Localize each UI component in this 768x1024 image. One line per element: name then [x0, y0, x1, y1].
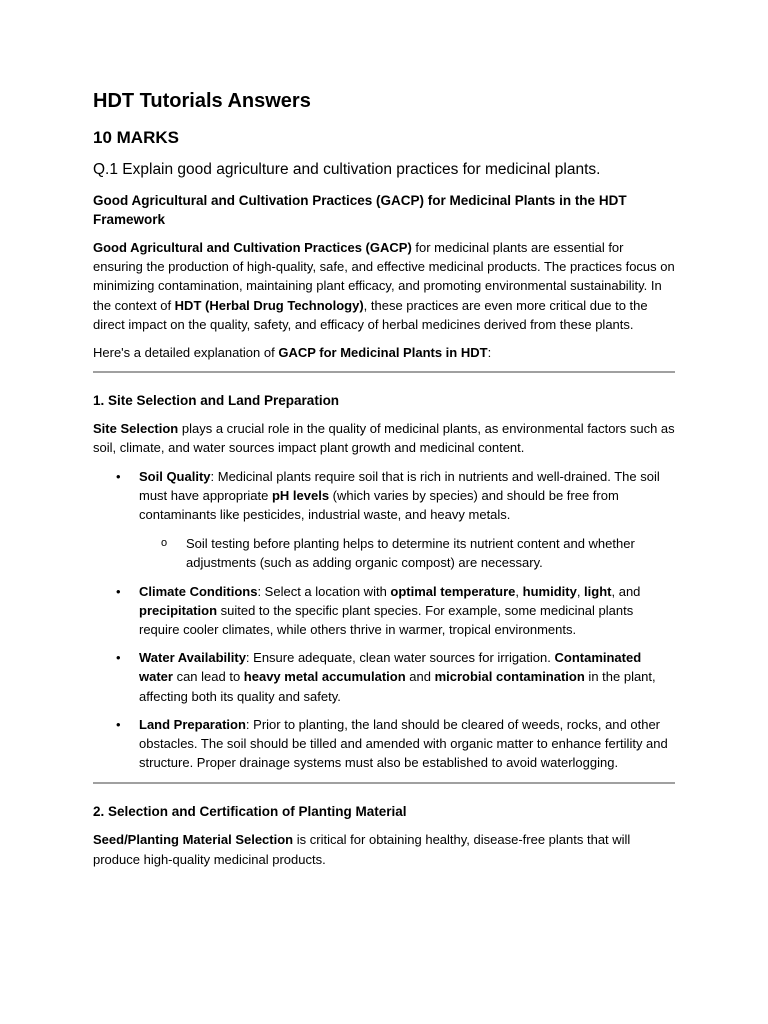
soil-quality-bold: Soil Quality — [139, 468, 211, 484]
seed-selection-bold: Seed/Planting Material Selection — [93, 832, 294, 848]
heavy-metal-bold: heavy metal accumulation — [243, 669, 406, 685]
bullet-land-preparation — [93, 715, 675, 773]
water-text-3: and — [405, 669, 435, 685]
climate-text-4: , and — [611, 583, 641, 599]
intro-paragraph — [93, 238, 675, 334]
lead-text-1: Here's a detailed explanation of — [93, 345, 279, 361]
soil-quality-text-1: : Medicinal plants require soil that is rich in nutrients and well-drained. The soil must have appropriate — [139, 468, 660, 503]
section-2-paragraph — [93, 830, 675, 868]
section-1-paragraph — [93, 419, 675, 457]
marks-heading: 10 MARKS — [93, 128, 179, 147]
soil-testing-text: Soil testing before planting helps to determine its nutrient content and whether adjustments (such as adding organic compost) are necessary. — [186, 536, 635, 571]
bullet-icon: • — [116, 468, 121, 484]
intro-text-2: , these practices are even more critical due to the direct impact on the quality, safety, and efficacy of herbal medicines derived from these plants. — [93, 297, 648, 332]
water-text-1: : Ensure adequate, clean water sources for irrigation. — [245, 650, 555, 666]
gacp-subheading: Good Agricultural and Cultivation Practices (GACP) for Medicinal Plants in the HDT Framework — [93, 193, 627, 227]
light-bold: light — [584, 583, 612, 599]
microbial-contamination-bold: microbial contamination — [434, 669, 585, 685]
contaminated-water-bold: Contaminated water — [139, 650, 642, 685]
sub-bullet-soil-testing — [139, 534, 675, 572]
land-preparation-text: : Prior to planting, the land should be cleared of weeds, rocks, and other obstacles. The soil should be tilled and amended with organic matter to enhance fertility and structure. Proper drainage systems must also be established to avoid waterlogging. — [139, 716, 668, 771]
section-divider — [93, 371, 675, 373]
bullet-water-availability — [93, 648, 675, 706]
section-1-bullet-list — [93, 467, 675, 773]
lead-text-2: : — [487, 345, 492, 361]
document-title: HDT Tutorials Answers — [93, 90, 311, 112]
bullet-icon: • — [116, 650, 121, 666]
intro-bold-gacp: Good Agricultural and Cultivation Practices (GACP) — [93, 240, 412, 255]
bullet-icon: • — [116, 716, 121, 732]
optimal-temperature-bold: optimal temperature — [390, 583, 516, 599]
water-text-4: in the plant, affecting both its quality and safety. — [139, 669, 656, 704]
bullet-soil-quality — [93, 467, 675, 573]
climate-text-2: , — [515, 583, 523, 599]
section-2-title: 2. Selection and Certification of Planting Material — [93, 804, 407, 820]
climate-text-1: : Select a location with — [257, 583, 391, 599]
water-bold: Water Availability — [139, 650, 246, 666]
seed-selection-text: is critical for obtaining healthy, disease-free plants that will produce high-quality medicinal products. — [93, 832, 631, 867]
intro-text-1: for medicinal plants are essential for ensuring the production of high-quality, safe, and effective medicinal products. The practices focus on minimizing contamination, maintaining plant efficacy, and promoting environmental sustainability. In the context of — [93, 240, 675, 313]
climate-bold: Climate Conditions — [139, 583, 258, 599]
lead-bold: GACP for Medicinal Plants in HDT — [278, 345, 488, 361]
bullet-icon: • — [116, 583, 121, 599]
bullet-climate-conditions — [93, 582, 675, 640]
document-content — [93, 88, 675, 878]
climate-text-3: , — [576, 583, 585, 599]
soil-quality-text-2: (which varies by species) and should be free from contaminants like pesticides, industrial waste, and heavy metals. — [139, 487, 619, 523]
water-text-2: can lead to — [172, 669, 244, 685]
ph-levels-bold: pH levels — [271, 487, 330, 503]
precipitation-bold: precipitation — [139, 602, 218, 618]
land-preparation-bold: Land Preparation — [139, 716, 246, 732]
sub-bullet-icon: o — [161, 537, 168, 550]
question-text: Q.1 Explain good agriculture and cultivation practices for medicinal plants. — [93, 161, 601, 178]
intro-bold-hdt: HDT (Herbal Drug Technology) — [174, 297, 364, 313]
site-selection-text: plays a crucial role in the quality of medicinal plants, as environmental factors such as soil, climate, and water sources impact plant growth and medicinal content. — [93, 421, 675, 456]
explanation-lead — [93, 343, 675, 362]
climate-text-5: suited to the specific plant species. For example, some medicinal plants require cooler climates, while others thrive in warmer, tropical environments. — [139, 602, 634, 638]
section-1-title: 1. Site Selection and Land Preparation — [93, 393, 340, 409]
section-divider — [93, 782, 675, 784]
soil-sub-list — [139, 534, 675, 572]
site-selection-bold: Site Selection — [93, 421, 179, 437]
humidity-bold: humidity — [522, 583, 577, 599]
